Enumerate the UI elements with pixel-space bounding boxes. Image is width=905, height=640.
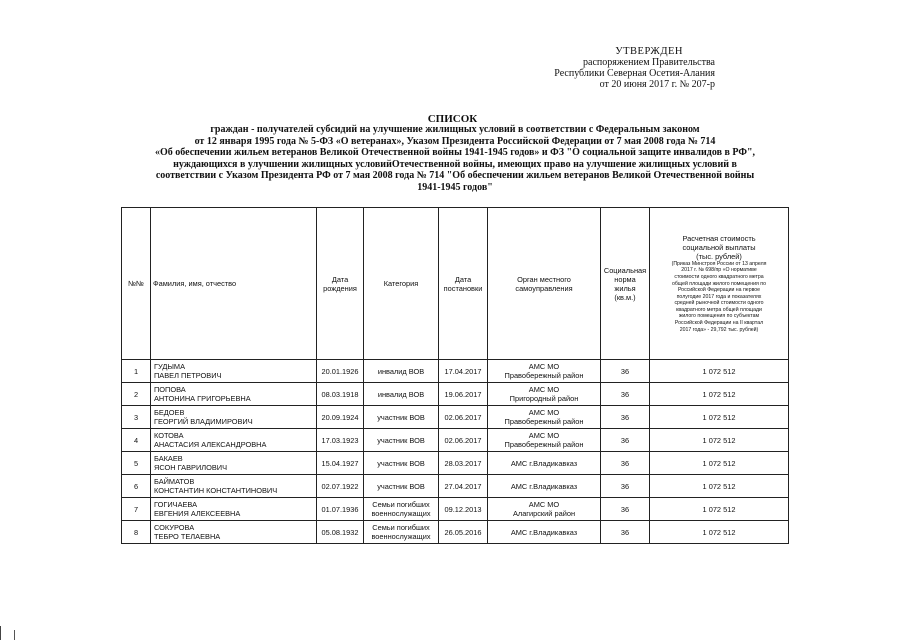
cell-registration-date-text: 27.04.2017 <box>444 481 482 491</box>
cell-authority-text: Правобережный район <box>504 440 584 449</box>
cell-num <box>122 498 151 521</box>
cell-birth-date-text: 20.09.1924 <box>321 412 359 422</box>
cell-housing-norm <box>601 521 650 544</box>
cell-name-text: ЯСОН ГАВРИЛОВИЧ <box>154 463 228 472</box>
header-category: Категория <box>364 208 439 360</box>
cell-cost <box>650 452 789 475</box>
table-body <box>122 360 789 544</box>
cell-housing-norm <box>601 383 650 406</box>
header-authority: Орган местного самоуправления <box>488 208 601 360</box>
cell-authority-text: АМС МО <box>528 500 560 509</box>
cell-registration-date <box>439 452 488 475</box>
cell-category <box>364 360 439 383</box>
cell-authority <box>488 521 601 544</box>
header-cost-note: полугодие 2017 года и показателях <box>676 293 762 300</box>
table-row <box>122 429 789 452</box>
cell-birth-date <box>317 406 364 429</box>
cell-num-text: 1 <box>133 366 139 376</box>
cell-cost <box>650 360 789 383</box>
table-row <box>122 383 789 406</box>
header-cost <box>650 208 789 360</box>
cell-cost <box>650 475 789 498</box>
cell-name <box>151 360 317 383</box>
header-cost-note: стоимости одного квадратного метра <box>674 273 764 280</box>
cell-birth-date <box>317 498 364 521</box>
header-birth-date: Дата рождения <box>317 208 364 360</box>
cell-registration-date <box>439 521 488 544</box>
header-cost-note: 2017 года» - 29,792 тыс. рублей) <box>679 326 759 333</box>
cell-num-text: 6 <box>133 481 139 491</box>
table-row <box>122 475 789 498</box>
header-cost-note: 2017 г. № 698/пр «О нормативе <box>681 267 757 274</box>
cell-cost <box>650 383 789 406</box>
header-name: Фамилия, имя, отчество <box>151 208 317 360</box>
cell-cost <box>650 406 789 429</box>
cell-housing-norm-text: 36 <box>620 412 630 422</box>
cell-num <box>122 383 151 406</box>
cell-authority-text: Пригородный район <box>509 394 579 403</box>
cell-num-text: 7 <box>133 504 139 514</box>
cell-name <box>151 383 317 406</box>
cell-name-text: ГУДЫМА <box>154 362 185 371</box>
cell-birth-date <box>317 475 364 498</box>
cell-birth-date-text: 05.08.1932 <box>321 527 359 537</box>
cell-authority-text: АМС МО <box>528 362 560 371</box>
cell-category <box>364 406 439 429</box>
cell-housing-norm-text: 36 <box>620 458 630 468</box>
cell-birth-date-text: 15.04.1927 <box>321 458 359 468</box>
cell-name-text: ЕВГЕНИЯ АЛЕКСЕЕВНА <box>154 509 241 518</box>
cell-num <box>122 475 151 498</box>
cell-birth-date <box>317 429 364 452</box>
approval-title: УТВЕРЖДЕН <box>615 46 683 57</box>
cell-registration-date-text: 19.06.2017 <box>444 389 482 399</box>
cell-category <box>364 498 439 521</box>
cell-birth-date-text: 20.01.1926 <box>321 366 359 376</box>
header-cost-note: Российской Федерации на II квартал <box>674 320 764 327</box>
cell-birth-date-text: 01.07.1936 <box>321 504 359 514</box>
cell-housing-norm <box>601 475 650 498</box>
header-cost-note: (Приказ Минстроя России от 13 апреля <box>671 260 767 267</box>
cell-housing-norm-text: 36 <box>620 389 630 399</box>
cell-registration-date <box>439 383 488 406</box>
cell-name <box>151 406 317 429</box>
cell-name <box>151 475 317 498</box>
cell-category-text: инвалид ВОВ <box>377 366 425 376</box>
cell-num-text: 2 <box>133 389 139 399</box>
cell-name <box>151 498 317 521</box>
subtitle-line: 1941-1945 годов" <box>417 181 493 193</box>
cell-category <box>364 521 439 544</box>
cell-authority-text: АМС г.Владикавказ <box>510 481 578 491</box>
cell-registration-date-text: 17.04.2017 <box>444 366 482 376</box>
cell-registration-date <box>439 406 488 429</box>
cell-housing-norm <box>601 429 650 452</box>
cell-registration-date-text: 09.12.2013 <box>444 504 482 514</box>
cell-num-text: 8 <box>133 527 139 537</box>
cell-registration-date-text: 02.06.2017 <box>444 412 482 422</box>
subtitle-line: от 12 января 1995 года № 5-ФЗ «О ветеранах», Указом Президента Российской Федерации от 7 мая 2008 года № 714 <box>194 135 716 147</box>
cell-cost-text: 1 072 512 <box>702 458 736 468</box>
header-cost-line: (тыс. рублей) <box>696 251 742 261</box>
cell-authority-text: Правобережный район <box>504 371 584 380</box>
header-cost-note: жилого помещения по субъектам <box>678 313 760 320</box>
cell-category <box>364 383 439 406</box>
cell-housing-norm <box>601 360 650 383</box>
cell-name-text: БЕДОЕВ <box>154 408 185 417</box>
header-num: №№ <box>122 208 151 360</box>
cell-name-text: АНТОНИНА ГРИГОРЬЕВНА <box>154 394 251 403</box>
cell-authority <box>488 498 601 521</box>
header-registration-date: Дата постановки <box>439 208 488 360</box>
cell-housing-norm-text: 36 <box>620 366 630 376</box>
cell-authority <box>488 360 601 383</box>
cell-cost-text: 1 072 512 <box>702 481 736 491</box>
table-header-row <box>122 208 789 360</box>
cell-name <box>151 521 317 544</box>
cell-num-text: 3 <box>133 412 139 422</box>
cell-birth-date-text: 17.03.1923 <box>321 435 359 445</box>
cell-name-text: КОНСТАНТИН КОНСТАНТИНОВИЧ <box>154 486 278 495</box>
cell-name-text: ГОГИЧАЕВА <box>154 500 198 509</box>
cell-registration-date-text: 26.05.2016 <box>444 527 482 537</box>
cell-housing-norm-text: 36 <box>620 504 630 514</box>
cell-cost-text: 1 072 512 <box>702 504 736 514</box>
cell-name <box>151 452 317 475</box>
cell-authority <box>488 429 601 452</box>
document-subtitle <box>110 124 800 193</box>
cell-authority-text: АМС г.Владикавказ <box>510 527 578 537</box>
cell-num <box>122 360 151 383</box>
cell-registration-date <box>439 429 488 452</box>
cell-birth-date <box>317 452 364 475</box>
cell-cost <box>650 521 789 544</box>
cell-authority-text: Алагирский район <box>512 509 576 518</box>
cell-birth-date-text: 02.07.1922 <box>321 481 359 491</box>
cell-category <box>364 475 439 498</box>
approval-line-2: Республики Северная Осетия-Алания <box>554 68 715 79</box>
header-cost-note: Российской Федерации на первое <box>677 287 761 294</box>
cell-num <box>122 521 151 544</box>
header-cost-line: Расчетная стоимость <box>682 233 756 243</box>
cell-name-text: КОТОВА <box>154 431 184 440</box>
table-row <box>122 521 789 544</box>
cell-housing-norm <box>601 406 650 429</box>
cell-registration-date-text: 02.06.2017 <box>444 435 482 445</box>
cell-cost-text: 1 072 512 <box>702 527 736 537</box>
cell-birth-date <box>317 383 364 406</box>
approval-block <box>554 46 715 90</box>
cell-authority <box>488 383 601 406</box>
cell-birth-date-text: 08.03.1918 <box>321 389 359 399</box>
cell-authority-text: АМС МО <box>528 431 560 440</box>
cell-category <box>364 429 439 452</box>
cell-num-text: 5 <box>133 458 139 468</box>
subtitle-line: граждан - получателей субсидий на улучшение жилищных условий в соответствии с Федеральным законом <box>210 124 700 135</box>
cell-name-text: БАЙМАТОВ <box>154 477 195 486</box>
cell-name <box>151 429 317 452</box>
table-row <box>122 360 789 383</box>
cell-authority <box>488 475 601 498</box>
cell-category-text: Семьи погибших <box>372 523 430 532</box>
cell-name-text: СОКУРОВА <box>154 523 195 532</box>
cell-name-text: ТЕБРО ТЕЛАЕВНА <box>154 532 221 541</box>
cell-cost-text: 1 072 512 <box>702 389 736 399</box>
cell-cost <box>650 429 789 452</box>
header-cost-note: средней рыночной стоимости одного <box>674 300 764 307</box>
cell-num <box>122 429 151 452</box>
approval-line-3: от 20 июня 2017 г. № 207-р <box>599 79 715 90</box>
cell-authority <box>488 406 601 429</box>
table-row <box>122 452 789 475</box>
cell-registration-date <box>439 475 488 498</box>
header-cost-note: общей площади жилого помещения по <box>672 280 766 287</box>
subtitle-line: соответствии с Указом Президента РФ от 7 мая 2008 года № 714 "Об обеспечении жильем ветеранов Великой Отечественной войны <box>155 170 755 181</box>
recipients-table <box>121 207 789 544</box>
cell-name-text: ПОПОВА <box>154 385 186 394</box>
subtitle-line: «Об обеспечении жильем ветеранов Великой Отечественной войны 1941-1945 годов» и ФЗ "О социальной защите инвалидов в РФ", <box>155 147 755 158</box>
cell-cost-text: 1 072 512 <box>702 412 736 422</box>
cell-name-text: ПАВЕЛ ПЕТРОВИЧ <box>154 371 222 380</box>
cell-housing-norm <box>601 452 650 475</box>
document-title: СПИСОК <box>427 113 478 125</box>
cell-registration-date <box>439 498 488 521</box>
subtitle-line: нуждающихся в улучшении жилищных условийОтечественной войны, имеющих право на улучшение жилищных условий в <box>173 158 737 170</box>
cell-housing-norm <box>601 498 650 521</box>
cell-name-text: БАКАЕВ <box>154 454 183 463</box>
cell-housing-norm-text: 36 <box>620 435 630 445</box>
header-housing-norm: Социальная норма жилья (кв.м.) <box>601 208 650 360</box>
approval-line-1: распоряжением Правительства <box>583 57 715 68</box>
cell-name-text: АНАСТАСИЯ АЛЕКСАНДРОВНА <box>154 440 267 449</box>
cell-category <box>364 452 439 475</box>
cell-birth-date <box>317 521 364 544</box>
cell-num-text: 4 <box>133 435 139 445</box>
cell-authority <box>488 452 601 475</box>
scan-edge-mark <box>14 630 15 640</box>
cell-housing-norm-text: 36 <box>620 481 630 491</box>
header-cost-note: квадратного метра общей площади <box>676 306 762 313</box>
cell-authority-text: АМС МО <box>528 408 560 417</box>
cell-category-text: военнослужащих <box>371 509 431 518</box>
cell-category-text: участник ВОВ <box>377 481 425 491</box>
cell-cost <box>650 498 789 521</box>
cell-num <box>122 452 151 475</box>
cell-category-text: участник ВОВ <box>377 458 425 468</box>
cell-authority-text: АМС МО <box>528 385 560 394</box>
header-cost-line: социальной выплаты <box>682 242 756 252</box>
cell-authority-text: АМС г.Владикавказ <box>510 458 578 468</box>
cell-cost-text: 1 072 512 <box>702 366 736 376</box>
table-row <box>122 406 789 429</box>
cell-category-text: военнослужащих <box>371 532 431 541</box>
cell-birth-date <box>317 360 364 383</box>
cell-num <box>122 406 151 429</box>
cell-registration-date <box>439 360 488 383</box>
cell-category-text: участник ВОВ <box>377 412 425 422</box>
cell-housing-norm-text: 36 <box>620 527 630 537</box>
scan-edge-mark <box>0 626 1 640</box>
cell-name-text: ГЕОРГИЙ ВЛАДИМИРОВИЧ <box>154 417 253 426</box>
cell-authority-text: Правобережный район <box>504 417 584 426</box>
table-row <box>122 498 789 521</box>
cell-registration-date-text: 28.03.2017 <box>444 458 482 468</box>
cell-category-text: участник ВОВ <box>377 435 425 445</box>
cell-category-text: инвалид ВОВ <box>377 389 425 399</box>
cell-cost-text: 1 072 512 <box>702 435 736 445</box>
cell-category-text: Семьи погибших <box>372 500 430 509</box>
